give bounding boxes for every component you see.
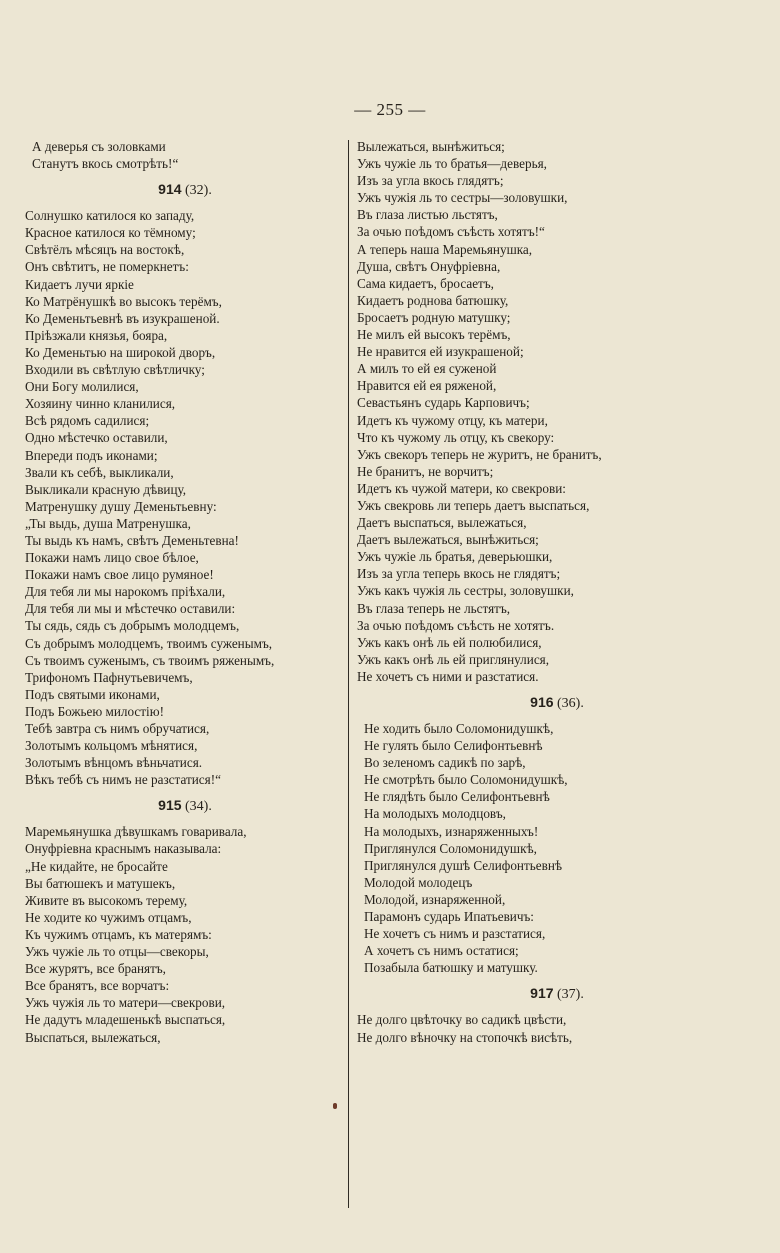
- verse-line: Тебѣ завтра съ нимъ обручатися,: [25, 721, 210, 736]
- verse-line: Нравится ей ея ряженой,: [357, 378, 497, 394]
- verse-line: Пріѣзжали князья, бояра,: [25, 327, 168, 343]
- verse-line: Не ходите ко чужимъ отцамъ,: [25, 909, 192, 925]
- verse-line: Для тебя ли мы и мѣстечко оставили:: [25, 601, 236, 617]
- verse-line: Къ чужимъ отцамъ, къ матерямъ:: [25, 926, 212, 942]
- verse-line: За очью поѣдомъ съѣсть не хотятъ.: [357, 617, 555, 633]
- song-916-ref: (36).: [557, 696, 584, 711]
- verse-line: Что къ чужому ль отцу, къ свекору:: [357, 429, 555, 445]
- verse-line: Подъ Божьею милостію!: [25, 703, 164, 719]
- verse-line: Не хочетъ съ нимъ и разстатися,: [364, 926, 546, 942]
- column-divider: [348, 140, 349, 1208]
- verse-line: За очью поѣдомъ съѣсть хотятъ!“: [357, 224, 545, 240]
- verse-line: А деверья съ золовками: [32, 139, 166, 154]
- verse-line: Ко Деменьтьевнѣ въ изукрашеной.: [25, 310, 220, 326]
- verse-line: Молодой, изнаряженной,: [364, 891, 506, 907]
- verse-line: Хозяину чинно кланилися,: [25, 396, 176, 412]
- verse-line: Ужъ какъ онѣ ль ей приглянулися,: [357, 651, 550, 667]
- song-916-heading: [357, 685, 757, 720]
- verse-line: Для тебя ли мы нарокомъ пріѣхали,: [25, 584, 226, 600]
- verse-line: А теперь наша Маремьянушка,: [357, 241, 533, 257]
- verse-line: Входили въ свѣтлую свѣтличку;: [25, 362, 205, 378]
- verse-line: Не долго цвѣточку во садикѣ цвѣсти,: [357, 1012, 567, 1028]
- verse-line: Вы батюшекъ и матушекъ,: [25, 875, 176, 891]
- verse-line: Даетъ вылежаться, вынѣжиться;: [357, 532, 539, 548]
- verse-line: Парамонъ сударь Ипатьевичъ:: [364, 909, 534, 925]
- verse-line: Сама кидаетъ, бросаетъ,: [357, 275, 494, 291]
- verse-line: Кидаетъ роднова батюшку,: [357, 292, 509, 308]
- song-917-ref: (37).: [557, 987, 584, 1003]
- verse-line: Выкликали красную дѣвицу,: [25, 481, 187, 497]
- verse-line: Не смотрѣть было Соломонидушкѣ,: [364, 772, 568, 788]
- verse-line: Севастьянъ сударь Карповичъ;: [357, 395, 530, 411]
- verse-line: Изъ за угла теперь вкось не глядятъ;: [357, 566, 561, 582]
- song-917-heading: [357, 976, 757, 1011]
- verse-line: Ужъ свекровь ли теперь даетъ выспаться,: [357, 497, 590, 513]
- song-917-lines: [357, 1011, 757, 1045]
- song-916-lines: [357, 720, 757, 976]
- verse-line: Подъ святыми иконами,: [25, 686, 160, 702]
- page-number: — 255 —: [354, 100, 426, 119]
- verse-line: Идетъ къ чужой матери, ко свекрови:: [357, 480, 566, 496]
- song-915-number: 915: [158, 797, 182, 814]
- verse-line: Изъ за угла вкось глядятъ;: [357, 173, 504, 189]
- song-915-heading: [25, 788, 345, 823]
- song-915-ref: (34).: [185, 799, 212, 815]
- song-916-number: 916: [530, 694, 554, 710]
- ink-speck: [333, 1103, 337, 1109]
- verse-line: Молодой молодецъ: [364, 874, 473, 890]
- left-intro-lines: [25, 138, 345, 172]
- verse-line: Покажи намъ лицо свое бѣлое,: [25, 550, 199, 566]
- verse-line: Не бранитъ, не ворчитъ;: [357, 463, 494, 479]
- verse-line: Съ добрымъ молодцемъ, твоимъ суженымъ,: [25, 635, 273, 651]
- verse-line: Станутъ вкось смотрѣть!“: [32, 156, 179, 172]
- verse-line: Не нравится ей изукрашеной;: [357, 344, 524, 360]
- verse-line: Душа, свѣтъ Онуфріевна,: [357, 258, 501, 274]
- verse-line: Приглянулся Соломонидушкѣ,: [364, 840, 537, 856]
- verse-line: Во зеленомъ садикѣ по зарѣ,: [364, 755, 526, 771]
- verse-line: Не долго вѣночку на стопочкѣ висѣть,: [357, 1029, 573, 1045]
- verse-line: Ужъ какъ онѣ ль ей полюбилися,: [357, 634, 542, 650]
- song-917-number: 917: [530, 985, 554, 1002]
- song-914-lines: [25, 207, 345, 788]
- verse-line: Вылежаться, вынѣжиться;: [357, 139, 505, 154]
- verse-line: Онъ свѣтитъ, не померкнетъ:: [25, 259, 189, 275]
- verse-line: Ты сядь, сядь съ добрымъ молодцемъ,: [25, 618, 240, 634]
- verse-line: Ужъ чужія ль то сестры—золовушки,: [357, 190, 568, 206]
- verse-line: Не хочетъ съ ними и разстатися.: [357, 668, 539, 684]
- verse-line: Не милъ ей высокъ терёмъ,: [357, 327, 511, 343]
- verse-line: Одно мѣстечко оставили,: [25, 430, 168, 446]
- verse-line: А милъ то ей ея суженой: [357, 361, 497, 377]
- verse-line: Не гулять было Селифонтьевнѣ: [364, 738, 543, 754]
- verse-line: Золотымъ кольцомъ мѣнятися,: [25, 738, 198, 754]
- verse-line: Покажи намъ свое лицо румяное!: [25, 567, 214, 583]
- verse-line: Съ твоимъ суженымъ, съ твоимъ ряженымъ,: [25, 652, 275, 668]
- verse-line: Не дадутъ младешенькѣ выспаться,: [25, 1012, 226, 1028]
- verse-line: Всѣ рядомъ садилися;: [25, 413, 150, 429]
- verse-line: На молодыхъ, изнаряженныхъ!: [364, 823, 539, 839]
- verse-line: Въ глаза теперь не льстятъ,: [357, 600, 511, 616]
- verse-line: На молодыхъ молодцовъ,: [364, 806, 506, 822]
- verse-line: „Ты выдь, душа Матренушка,: [25, 515, 191, 531]
- verse-line: Бросаетъ родную матушку;: [357, 309, 511, 325]
- verse-line: Маремьянушка дѣвушкамъ говаривала,: [25, 824, 247, 840]
- left-column: [25, 138, 345, 1046]
- verse-line: Ужъ чужіе ль братья, деверьюшки,: [357, 549, 553, 565]
- verse-line: Не ходить было Соломонидушкѣ,: [364, 721, 554, 736]
- verse-line: Вѣкъ тебѣ съ нимъ не разстатися!“: [25, 772, 221, 788]
- verse-line: Ужъ чужіе ль то братья—деверья,: [357, 156, 547, 172]
- verse-line: Даетъ выспаться, вылежаться,: [357, 515, 527, 531]
- verse-line: „Не кидайте, не бросайте: [25, 858, 168, 874]
- verse-line: Идетъ къ чужому отцу, къ матери,: [357, 412, 548, 428]
- verse-line: Ужъ чужія ль то матери—свекрови,: [25, 995, 226, 1011]
- verse-line: Кидаетъ лучи яркіе: [25, 276, 134, 292]
- verse-line: Они Богу молилися,: [25, 379, 139, 395]
- verse-line: Живите въ высокомъ терему,: [25, 892, 188, 908]
- song-915-lines: [25, 823, 345, 1045]
- verse-line: Все бранятъ, все ворчатъ:: [25, 978, 170, 994]
- verse-line: Ты выдь къ намъ, свѣтъ Деменьтевна!: [25, 532, 239, 548]
- verse-line: Звали къ себѣ, выкликали,: [25, 464, 174, 480]
- verse-line: Ужъ чужіе ль то отцы—свекоры,: [25, 944, 209, 960]
- verse-line: Въ глаза листью льстятъ,: [357, 207, 498, 223]
- verse-line: Ужъ свекоръ теперь не журитъ, не бранитъ,: [357, 446, 602, 462]
- song-914-ref: (32).: [185, 183, 212, 199]
- right-column: [357, 138, 757, 1046]
- verse-line: Все журятъ, все бранятъ,: [25, 961, 166, 977]
- song-914-number: 914: [158, 181, 182, 198]
- song-914-heading: [25, 172, 345, 207]
- verse-line: Ужъ какъ чужія ль сестры, золовушки,: [357, 583, 574, 599]
- right-continued-lines: [357, 138, 757, 685]
- verse-line: Трифономъ Пафнутьевичемъ,: [25, 669, 193, 685]
- verse-line: Выспаться, вылежаться,: [25, 1029, 161, 1045]
- verse-line: Не глядѣть было Селифонтьевнѣ: [364, 789, 550, 805]
- verse-line: Матренушку душу Деменьтьевну:: [25, 498, 217, 514]
- verse-line: Красное катилося ко тёмному;: [25, 225, 196, 241]
- verse-line: Ко Матрёнушкѣ во высокъ терёмъ,: [25, 293, 222, 309]
- verse-line: Впереди подъ иконами;: [25, 447, 158, 463]
- verse-line: Золотымъ вѣнцомъ вѣньчатися.: [25, 755, 203, 771]
- verse-line: Солнушко катилося ко западу,: [25, 208, 195, 224]
- verse-line: Свѣтёлъ мѣсяцъ на востокѣ,: [25, 242, 185, 258]
- verse-line: Приглянулся душѣ Селифонтьевнѣ: [364, 857, 563, 873]
- verse-line: А хочетъ съ нимъ остатися;: [364, 943, 519, 959]
- verse-line: Онуфріевна краснымъ наказывала:: [25, 841, 222, 857]
- verse-line: Позабыла батюшку и матушку.: [364, 960, 538, 976]
- verse-line: Ко Деменьтью на широкой дворъ,: [25, 344, 216, 360]
